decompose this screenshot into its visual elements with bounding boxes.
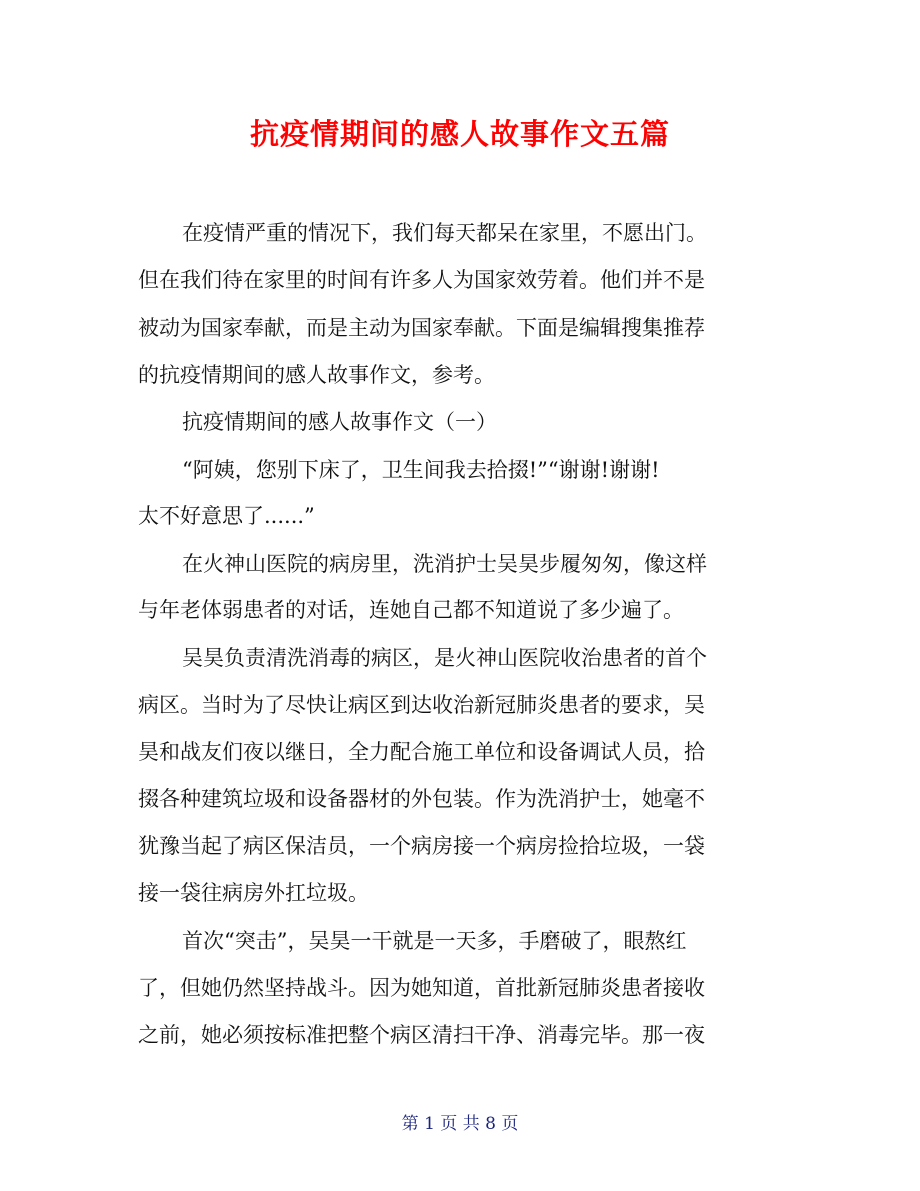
document-title: 抗疫情期间的感人故事作文五篇 bbox=[249, 117, 670, 151]
body-line: 被动为国家奉献，而是主动为国家奉献。下面是编辑搜集推荐 bbox=[138, 316, 705, 340]
body-line: 昊和战友们夜以继日，全力配合施工单位和设备调试人员，拾 bbox=[138, 740, 705, 764]
body-line: 在疫情严重的情况下，我们每天都呆在家里，不愿出门。 bbox=[182, 221, 707, 245]
body-line: 与年老体弱患者的对话，连她自己都不知道说了多少遍了。 bbox=[138, 598, 684, 622]
body-line: 接一袋往病房外扛垃圾。 bbox=[138, 881, 369, 905]
body-line: 掇各种建筑垃圾和设备器材的外包装。作为洗消护士，她毫不 bbox=[138, 787, 705, 811]
body-line: 首次“突击”，吴昊一干就是一天多，手磨破了，眼熬红 bbox=[182, 929, 687, 953]
section-heading: 抗疫情期间的感人故事作文（一） bbox=[182, 410, 497, 434]
body-line: 的抗疫情期间的感人故事作文，参考。 bbox=[138, 363, 495, 387]
body-line: 病区。当时为了尽快让病区到达收治新冠肺炎患者的要求，吴 bbox=[138, 693, 705, 717]
page-number: 第 1 页 共 8 页 bbox=[401, 1114, 519, 1134]
body-line: 在火神山医院的病房里，洗消护士吴昊步履匆匆，像这样 bbox=[182, 552, 707, 576]
body-line: “阿姨，您别下床了，卫生间我去拾掇!”“谢谢!谢谢! bbox=[182, 458, 660, 482]
body-line: 但在我们待在家里的时间有许多人为国家效劳着。他们并不是 bbox=[138, 268, 705, 292]
body-line: 吴昊负责清洗消毒的病区，是火神山医院收治患者的首个 bbox=[182, 646, 707, 670]
body-line: 太不好意思了......” bbox=[138, 504, 315, 528]
body-line: 犹豫当起了病区保洁员，一个病房接一个病房捡拾垃圾，一袋 bbox=[138, 834, 705, 858]
body-line: 了，但她仍然坚持战斗。因为她知道，首批新冠肺炎患者接收 bbox=[138, 976, 705, 1000]
body-line: 之前，她必须按标准把整个病区清扫干净、消毒完毕。那一夜 bbox=[138, 1023, 705, 1047]
